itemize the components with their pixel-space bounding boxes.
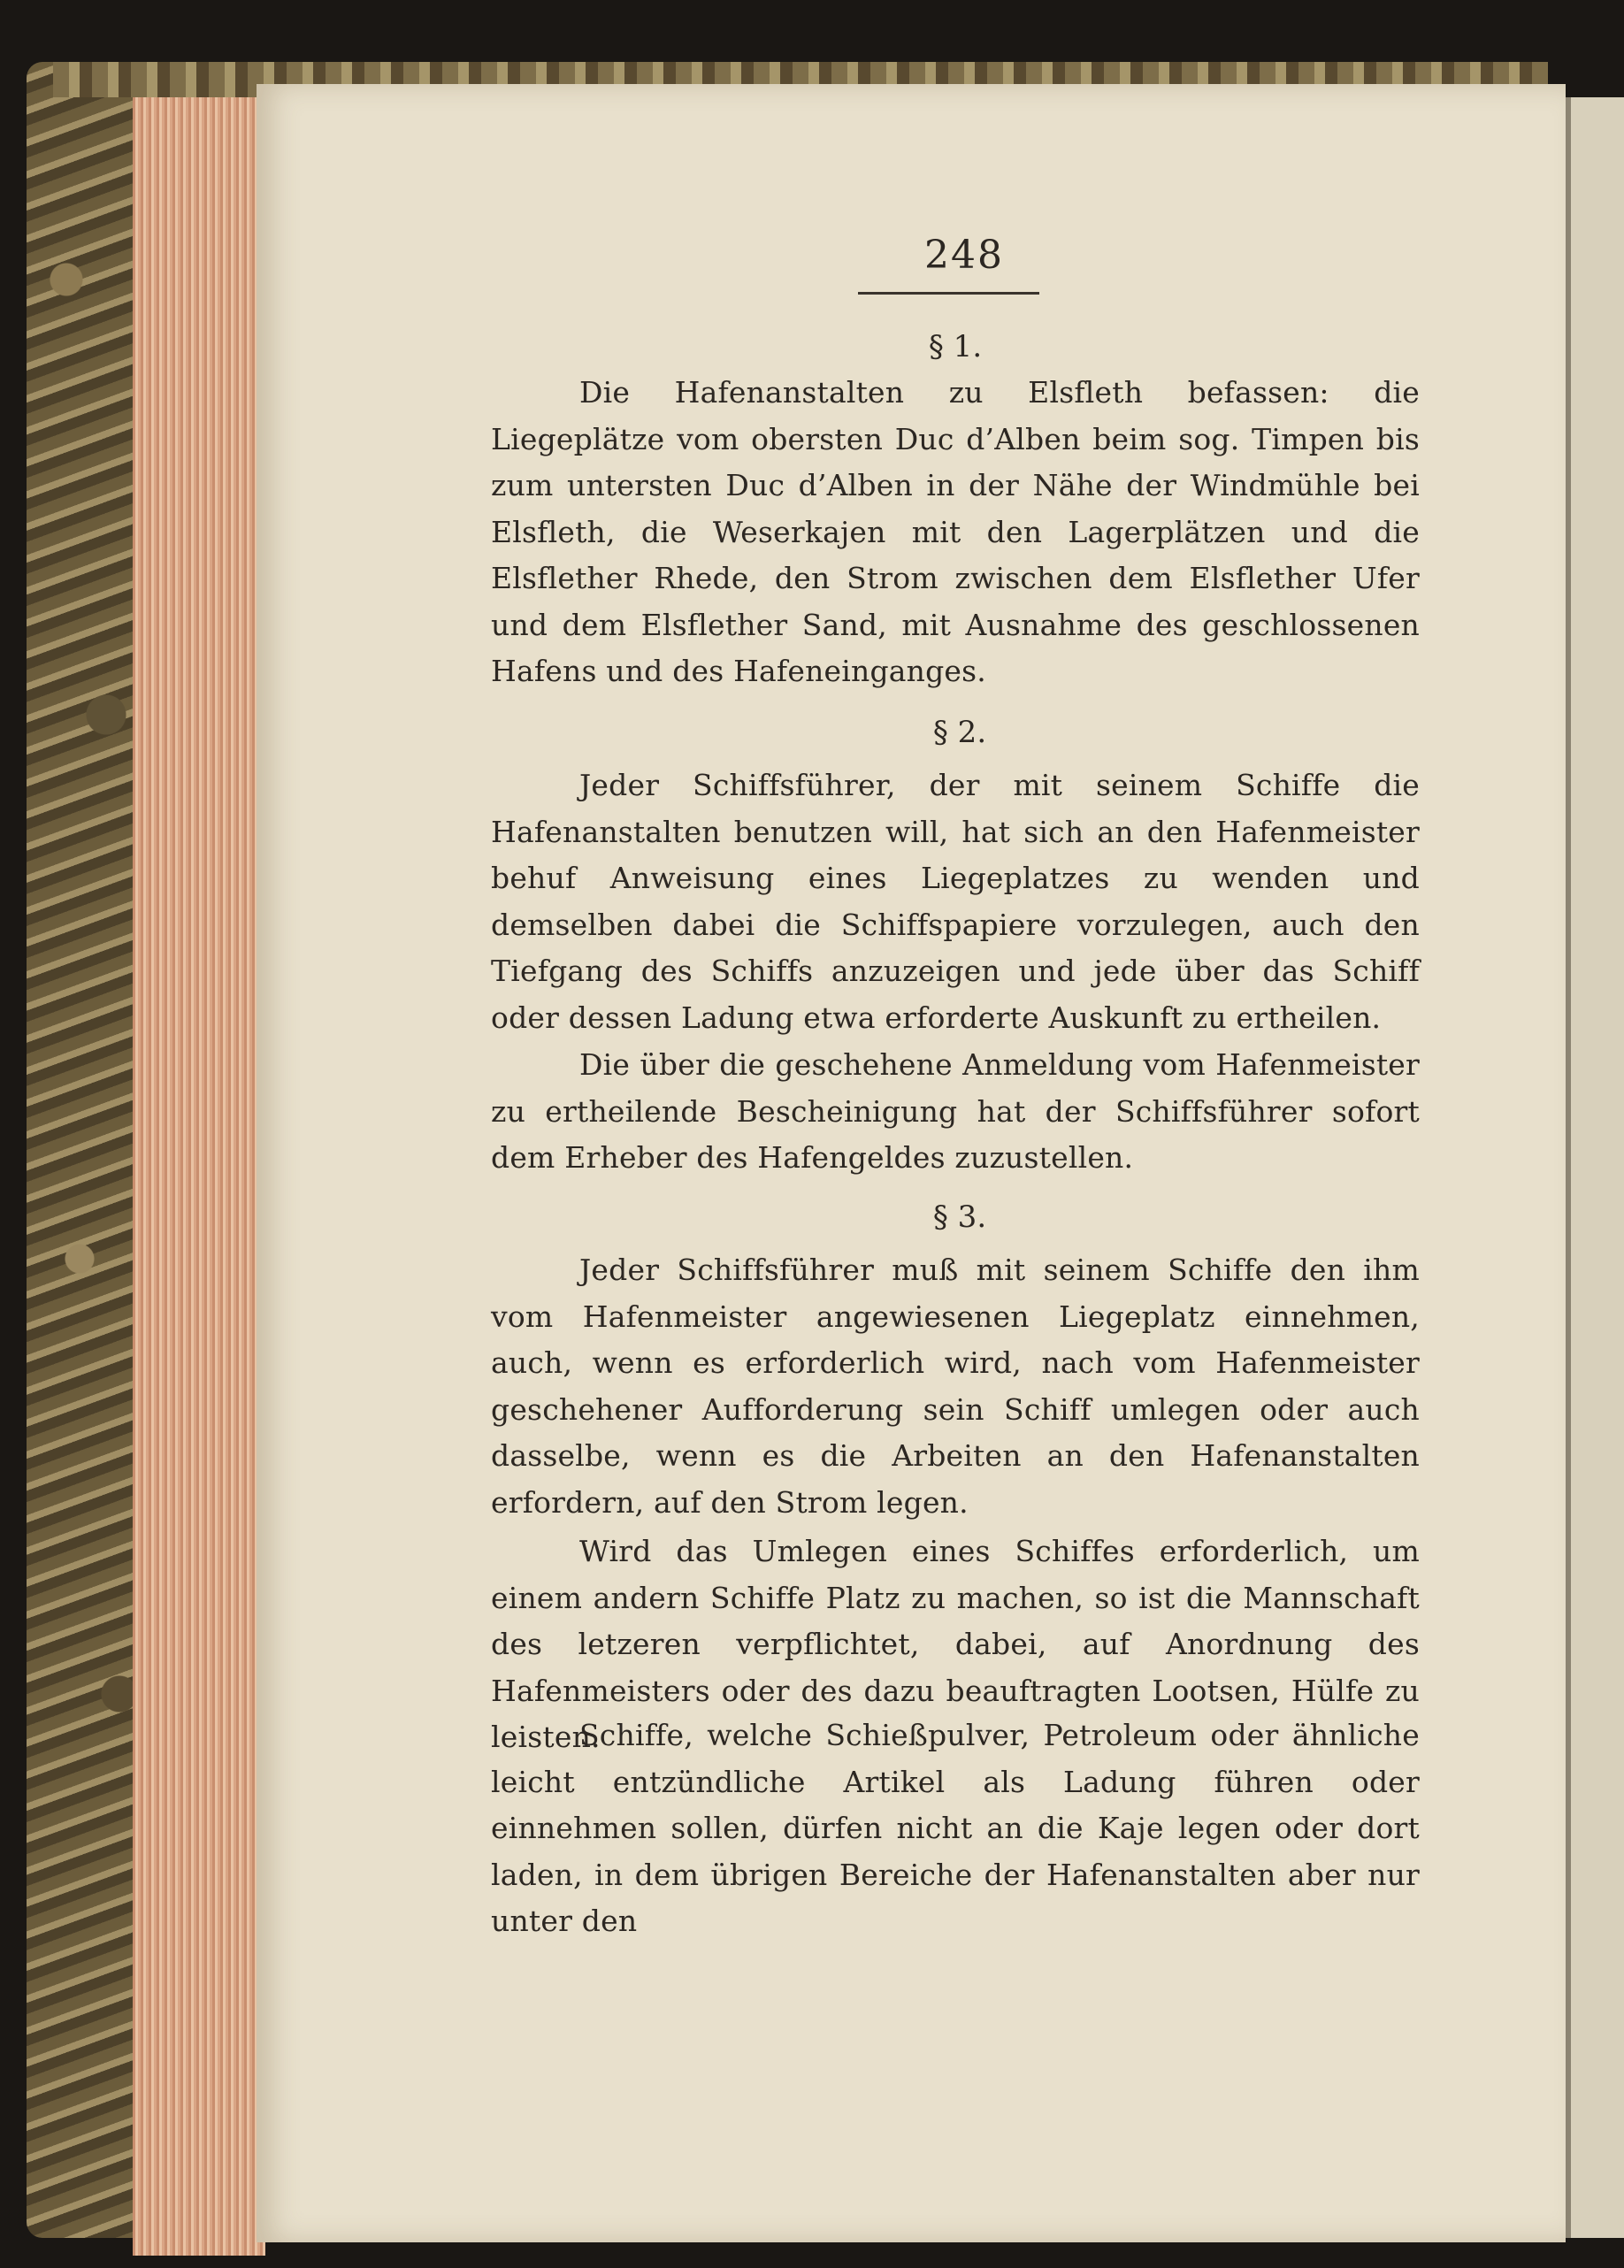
section-heading-3: § 3. xyxy=(932,1199,987,1235)
facing-page-edge xyxy=(1566,97,1624,2238)
page-number-rule xyxy=(858,292,1039,295)
page-number: 248 xyxy=(924,233,1004,278)
paragraph-2-2: Die über die geschehene Anmeldung vom Hafenmeister zu ertheilende Bescheinigung hat der Schiffsführer sofort dem Erheber des Hafengeldes zuzustellen. xyxy=(491,1047,1420,1175)
paragraph-3-2: Wird das Umlegen eines Schiffes erforderlich, um einem andern Schiffe Platz zu machen, so ist die Mannschaft des letzeren verpflichtet, dabei, auf Anordnung des Hafenmeisters oder des dazu beauftragten Lootsen, Hülfe zu leisten. xyxy=(491,1534,1420,1754)
paragraph-3-1: Jeder Schiffsführer muß mit seinem Schiffe den ihm vom Hafenmeister angewiesenen Liegeplatz einnehmen, auch, wenn es erforderlich wird, nach vom Hafenmeister geschehener Aufforderung sein Schiff umlegen oder auch dasselbe, wenn es die Arbeiten an den Hafenanstalten erfordern, auf den Strom legen. xyxy=(491,1253,1420,1520)
paragraph-3-3: Schiffe, welche Schießpulver, Petroleum oder ähnliche leicht entzündliche Artikel als Ladung führen oder einnehmen sollen, dürfen nicht an die Kaje legen oder dort laden, in dem übrigen Bereiche der Hafenanstalten aber nur unter den xyxy=(491,1718,1420,1938)
section-heading-1: § 1. xyxy=(928,329,983,364)
paragraph-1-1: Die Hafenanstalten zu Elsfleth befassen: die Liegeplätze vom obersten Duc d’Alben beim sog. Timpen bis zum untersten Duc d’Alben in der Nähe der Windmühle bei Elsfleth, die Weserkajen mit den Lagerplätzen und die Elsflether Rhede, den Strom zwischen dem Elsflether Ufer und dem Elsflether Sand, mit Ausnahme des geschlossenen Hafens und des Hafeneinganges. xyxy=(491,375,1420,688)
paragraph-2-1: Jeder Schiffsführer, der mit seinem Schiffe die Hafenanstalten benutzen will, hat sich an den Hafenmeister behuf Anweisung eines Liegeplatzes zu wenden und demselben dabei die Schiffspapiere vorzulegen, auch den Tiefgang des Schiffs anzuzeigen und jede über das Schiff oder dessen Ladung etwa erforderte Auskunft zu ertheilen. xyxy=(491,768,1420,1035)
section-heading-2: § 2. xyxy=(932,715,987,750)
page-edges xyxy=(133,97,265,2256)
